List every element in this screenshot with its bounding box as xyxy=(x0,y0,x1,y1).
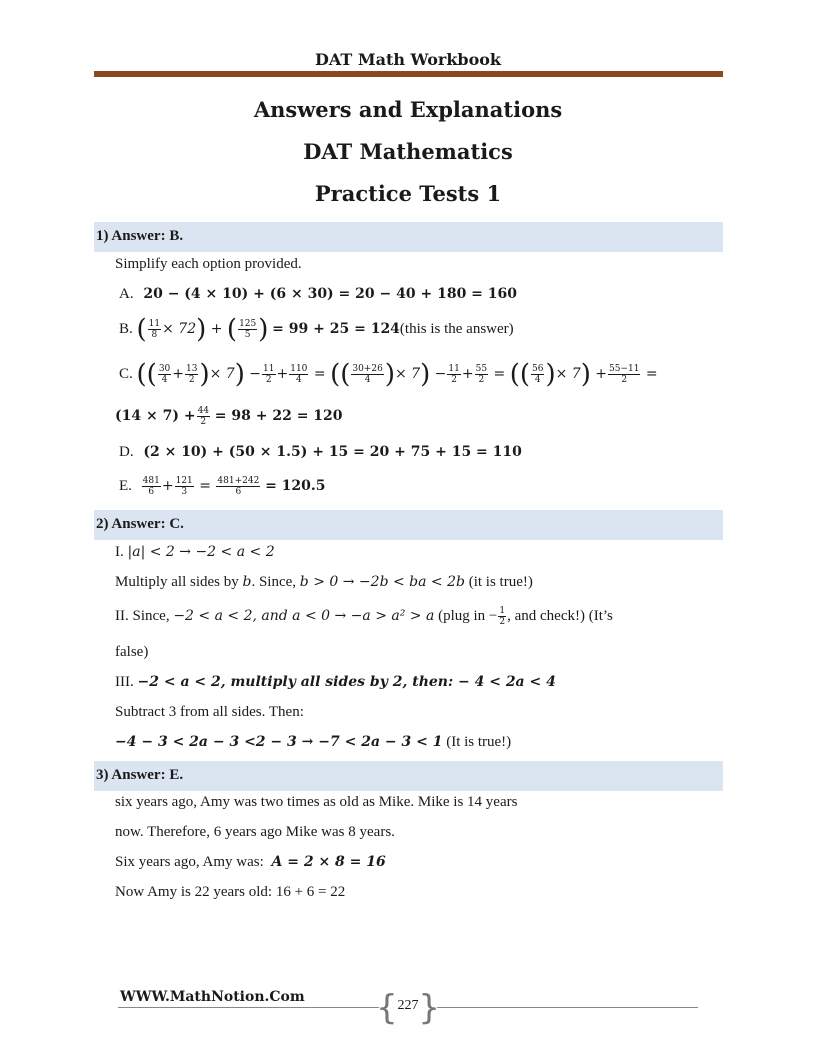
paren: ) xyxy=(199,359,210,390)
option-a-line xyxy=(115,284,517,304)
option-e-line xyxy=(115,476,326,497)
fraction: $\frac{11}{2}$ xyxy=(448,364,460,386)
explanation-text: Simplify each option provided. xyxy=(115,256,302,272)
explanation-line xyxy=(115,732,511,752)
option-c-line xyxy=(115,359,658,390)
fraction: $\frac{44}{2}$ xyxy=(197,406,210,428)
text: (it is true!) xyxy=(468,574,533,590)
math-expression: |a| < 2 → −2 < a < 2 xyxy=(127,544,275,560)
explanation-line xyxy=(115,542,275,562)
explanation-line xyxy=(115,852,386,872)
fraction: $\frac{121}{3}$ xyxy=(175,476,193,498)
math-text: + xyxy=(161,478,174,494)
math-text: × 7 xyxy=(209,366,235,382)
math-expression: = 98 + 22 = 120 xyxy=(214,408,343,424)
fraction: $\frac{13}{2}$ xyxy=(186,364,198,386)
math-variable: b xyxy=(242,574,252,590)
option-d-line xyxy=(115,442,522,462)
option-c-continued xyxy=(115,406,343,427)
explanation-line: Now Amy is 22 years old: 16 + 6 = 22 xyxy=(115,884,346,900)
text: II. Since, xyxy=(115,608,170,624)
text: Six years ago, Amy was: xyxy=(115,854,264,870)
text: , and check!) (It’s xyxy=(507,608,613,624)
paren: ) xyxy=(196,314,207,345)
running-header: DAT Math Workbook xyxy=(314,50,502,69)
paren: (( xyxy=(136,359,157,390)
explanation-line: now. Therefore, 6 years ago Mike was 8 years. xyxy=(115,824,395,840)
fraction: $\frac{11}{8}$ xyxy=(148,319,161,341)
footer-website: WWW.MathNotion.Com xyxy=(120,989,305,1005)
math-text: + xyxy=(461,366,474,382)
math-expression: = 120.5 xyxy=(265,478,326,494)
fraction: $\frac{30+26}{4}$ xyxy=(352,364,383,386)
math-text: × 7 xyxy=(394,366,421,382)
math-text: = xyxy=(641,366,658,382)
answer-heading-band xyxy=(94,510,723,540)
paren: ) xyxy=(420,359,431,390)
fraction: $\frac{56}{4}$ xyxy=(531,364,544,386)
math-expression: −2 < a < 2, multiply all sides by 2, then: − 4 < 2a < 4 xyxy=(137,674,556,690)
header-rule xyxy=(94,71,723,77)
explanation-line xyxy=(115,572,533,592)
explanation-line xyxy=(115,672,556,692)
page-title-3: Practice Tests 1 xyxy=(314,181,502,206)
math-expression: −4 − 3 < 2a − 3 <2 − 3 → −7 < 2a − 3 < 1 xyxy=(115,734,443,750)
option-label: B. xyxy=(119,321,133,337)
paren: ) xyxy=(580,359,591,390)
math-text: + xyxy=(590,366,608,382)
math-text: = xyxy=(489,366,510,382)
math-expression: A = 2 × 8 = 16 xyxy=(271,854,386,870)
fraction: $\frac{125}{5}$ xyxy=(239,319,257,341)
fraction: $\frac{110}{4}$ xyxy=(290,364,308,386)
answer-note: (this is the answer) xyxy=(399,321,514,337)
page-number: 227 xyxy=(379,998,437,1014)
right-brace-icon: } xyxy=(418,988,440,1028)
paren: ) xyxy=(234,359,245,390)
answer-heading: 1) Answer: B. xyxy=(96,228,184,244)
answer-heading: 2) Answer: C. xyxy=(96,516,184,532)
math-text: + xyxy=(172,366,184,382)
text: Multiply all sides by xyxy=(115,574,239,590)
page-title-1: Answers and Explanations xyxy=(253,97,563,122)
fraction: $\frac{481}{6}$ xyxy=(142,476,160,498)
text: (plug in − xyxy=(438,608,498,624)
paren: (( xyxy=(509,359,530,390)
math-text: = xyxy=(309,366,331,382)
math-text: + xyxy=(206,321,227,337)
option-label: D. xyxy=(119,444,134,460)
paren: (( xyxy=(330,359,351,390)
option-label: C. xyxy=(119,366,133,382)
text: (It is true!) xyxy=(446,734,512,750)
math-text: = xyxy=(194,478,216,494)
fraction: $\frac{55-11}{2}$ xyxy=(609,364,640,386)
explanation-line xyxy=(115,606,613,627)
math-text: − xyxy=(244,366,262,382)
paren: ) xyxy=(384,359,395,390)
option-label: E. xyxy=(119,478,132,494)
fraction: $\frac{1}{2}$ xyxy=(499,606,506,628)
fraction: $\frac{11}{2}$ xyxy=(263,364,275,386)
math-expression: (14 × 7) + xyxy=(115,408,196,424)
paren: ( xyxy=(226,314,238,345)
answer-heading: 3) Answer: E. xyxy=(96,767,184,783)
explanation-line: false) xyxy=(115,644,149,660)
fraction: $\frac{481+242}{6}$ xyxy=(217,476,260,498)
page-number-box xyxy=(376,988,440,1028)
explanation-line: six years ago, Amy was two times as old as Mike. Mike is 14 years xyxy=(115,794,518,810)
page-title-2: DAT Mathematics xyxy=(303,139,513,164)
paren: ) xyxy=(258,314,269,345)
answer-heading-band xyxy=(94,222,723,252)
explanation-line: Subtract 3 from all sides. Then: xyxy=(115,704,304,720)
roman-label: III. xyxy=(115,674,134,690)
math-text: + xyxy=(276,366,289,382)
left-brace-icon: { xyxy=(376,988,398,1028)
option-label: A. xyxy=(119,286,134,302)
math-expression: = 99 + 25 = 124 xyxy=(272,321,400,337)
paren: ) xyxy=(545,359,556,390)
math-expression: b > 0 → −2b < ba < 2b xyxy=(299,574,465,590)
math-text: × 7 xyxy=(555,366,581,382)
answer-heading-band xyxy=(94,761,723,791)
math-expression: (2 × 10) + (50 × 1.5) + 15 = 20 + 75 + 15 = 110 xyxy=(143,444,522,460)
math-expression: 20 − (4 × 10) + (6 × 30) = 20 − 40 + 180 = 160 xyxy=(143,286,518,302)
math-expression: −2 < a < 2, and a < 0 → −a > a² > a xyxy=(173,608,435,624)
paren: ( xyxy=(136,314,147,345)
fraction: $\frac{55}{2}$ xyxy=(475,364,488,386)
math-text: − xyxy=(430,366,447,382)
fraction: $\frac{30}{4}$ xyxy=(158,364,171,386)
math-text: × 72 xyxy=(162,321,197,337)
text: . Since, xyxy=(251,574,297,590)
option-b-line xyxy=(115,314,514,345)
roman-label: I. xyxy=(115,544,124,560)
